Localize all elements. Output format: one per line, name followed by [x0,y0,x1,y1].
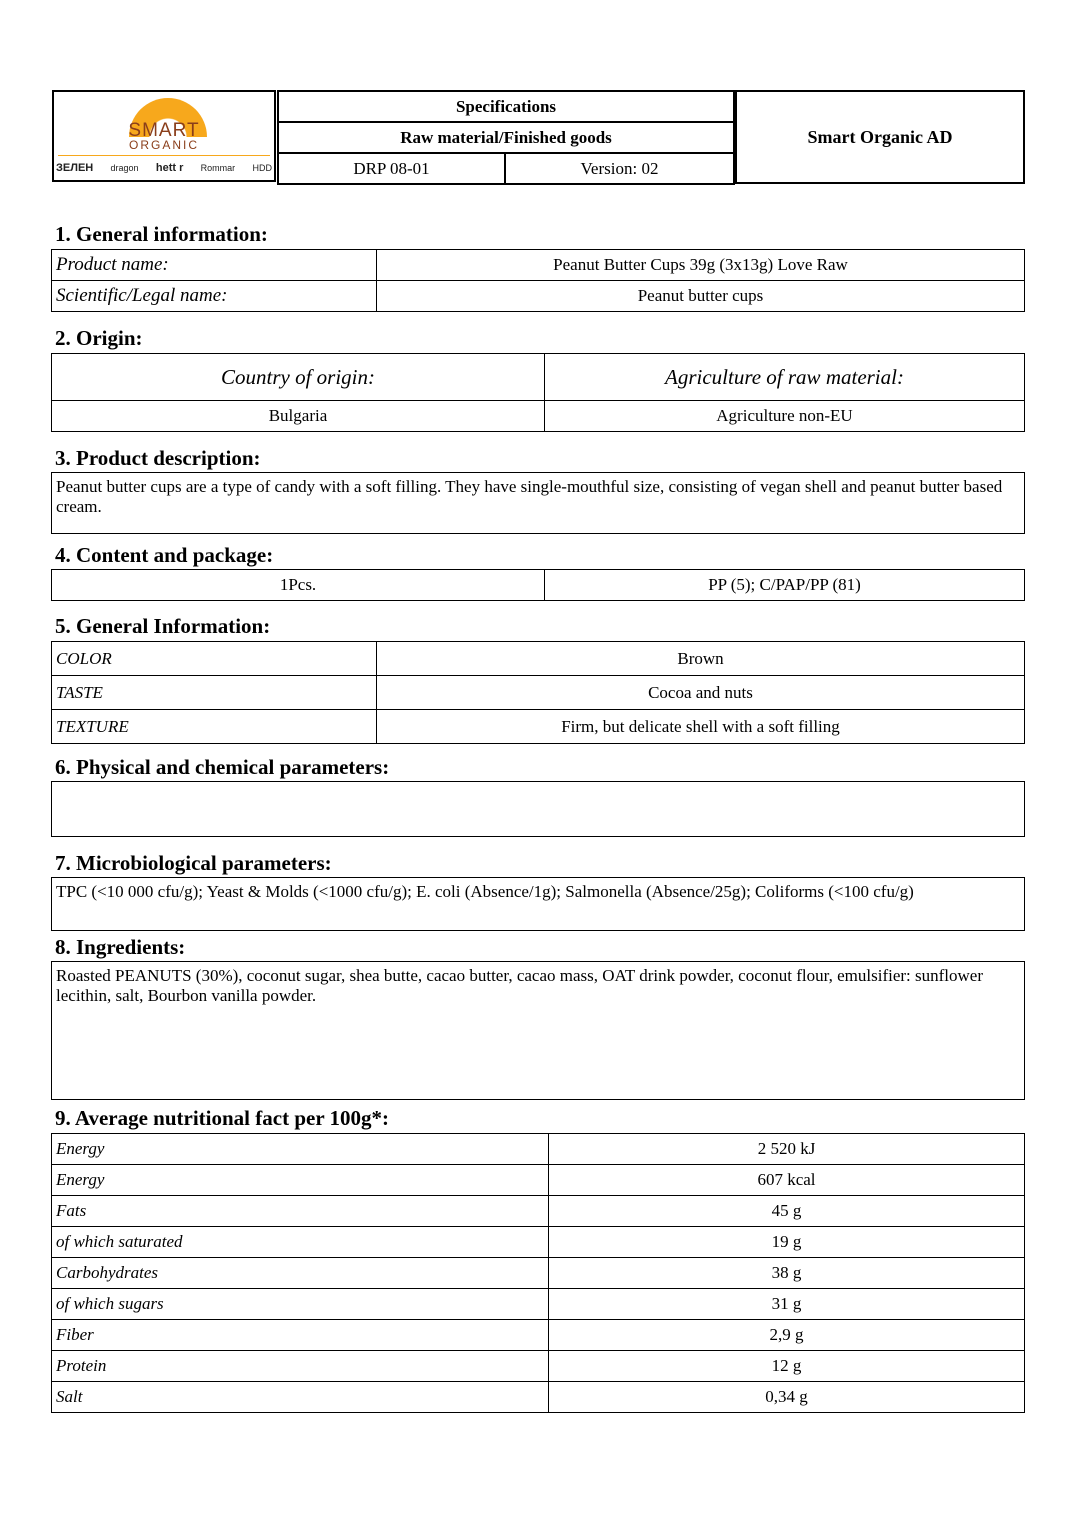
nutrition-table [51,1133,1025,1413]
microbiological-text: TPC (<10 000 cfu/g); Yeast & Molds (<1000 cfu/g); E. coli (Absence/1g); Salmonella (Absence/25g); Coliforms (<100 cfu/g) [51,877,1025,931]
package-material: PP (5); C/PAP/PP (81) [545,570,1025,601]
agriculture-value: Agriculture non-EU [545,401,1025,432]
taste-label: TASTE [52,676,377,710]
nutrient-label: of which saturated [52,1227,549,1258]
brand-logo: ЗЕЛЕН [56,162,94,174]
country-of-origin-header: Country of origin: [52,354,545,401]
nutrient-label: Energy [52,1134,549,1165]
brand-logo: HDD [252,163,272,173]
nutrient-value: 38 g [549,1258,1025,1289]
sensory-table [51,641,1025,744]
nutrient-label: of which sugars [52,1289,549,1320]
brand-logo: hett r [155,162,184,174]
brand-logos [56,162,272,174]
product-name-label: Product name: [52,250,377,281]
nutrient-value: 607 kcal [549,1165,1025,1196]
section-title-general-information: 5. General Information: [55,614,271,638]
nutrient-value: 12 g [549,1351,1025,1382]
agriculture-header: Agriculture of raw material: [545,354,1025,401]
nutrient-label: Carbohydrates [52,1258,549,1289]
logo-divider [58,155,270,156]
product-name-value: Peanut Butter Cups 39g (3x13g) Love Raw [377,250,1025,281]
ingredients-text: Roasted PEANUTS (30%), coconut sugar, shea butte, cacao butter, cacao mass, OAT drink powder, coconut flour, emulsifier: sunflower lecithin, salt, Bourbon vanilla powder. [51,961,1025,1100]
document-type: Raw material/Finished goods [278,122,734,153]
content-quantity: 1Pcs. [52,570,545,601]
content-package-table [51,569,1025,601]
document-version: Version: 02 [505,153,734,184]
texture-value: Firm, but delicate shell with a soft filling [377,710,1025,744]
nutrient-label: Fats [52,1196,549,1227]
legal-name-label: Scientific/Legal name: [52,281,377,312]
brand-logo: dragon [110,163,139,173]
section-title-nutrition: 9. Average nutritional fact per 100g*: [55,1106,390,1130]
nutrient-label: Fiber [52,1320,549,1351]
nutrient-value: 0,34 g [549,1382,1025,1413]
nutrient-value: 45 g [549,1196,1025,1227]
company-name: Smart Organic AD [735,90,1025,184]
nutrient-value: 19 g [549,1227,1025,1258]
section-title-origin: 2. Origin: [55,326,143,350]
nutrient-value: 31 g [549,1289,1025,1320]
section-title-physical-chemical: 6. Physical and chemical parameters: [55,755,390,779]
nutrient-label: Salt [52,1382,549,1413]
logo-organic-text: ORGANIC [128,138,199,152]
company-logo [52,90,276,182]
specifications-title: Specifications [278,91,734,122]
color-label: COLOR [52,642,377,676]
nutrient-value: 2,9 g [549,1320,1025,1351]
texture-label: TEXTURE [52,710,377,744]
color-value: Brown [377,642,1025,676]
general-info-table [51,249,1025,312]
taste-value: Cocoa and nuts [377,676,1025,710]
header-spec-table [277,90,735,185]
section-title-general-info: 1. General information: [55,222,268,246]
brand-logo: Rommar [200,163,236,173]
country-of-origin-value: Bulgaria [52,401,545,432]
origin-table [51,353,1025,432]
document-code: DRP 08-01 [278,153,505,184]
product-description-text: Peanut butter cups are a type of candy with a soft filling. They have single-mouthful size, consisting of vegan shell and peanut butter based cream. [51,472,1025,534]
nutrient-label: Energy [52,1165,549,1196]
section-title-microbiological: 7. Microbiological parameters: [55,851,332,875]
nutrient-value: 2 520 kJ [549,1134,1025,1165]
legal-name-value: Peanut butter cups [377,281,1025,312]
nutrient-label: Protein [52,1351,549,1382]
section-title-product-description: 3. Product description: [55,446,261,470]
section-title-content-package: 4. Content and package: [55,543,274,567]
logo-smart-text: SMART [128,120,200,141]
physical-chemical-box [51,781,1025,837]
section-title-ingredients: 8. Ingredients: [55,935,186,959]
